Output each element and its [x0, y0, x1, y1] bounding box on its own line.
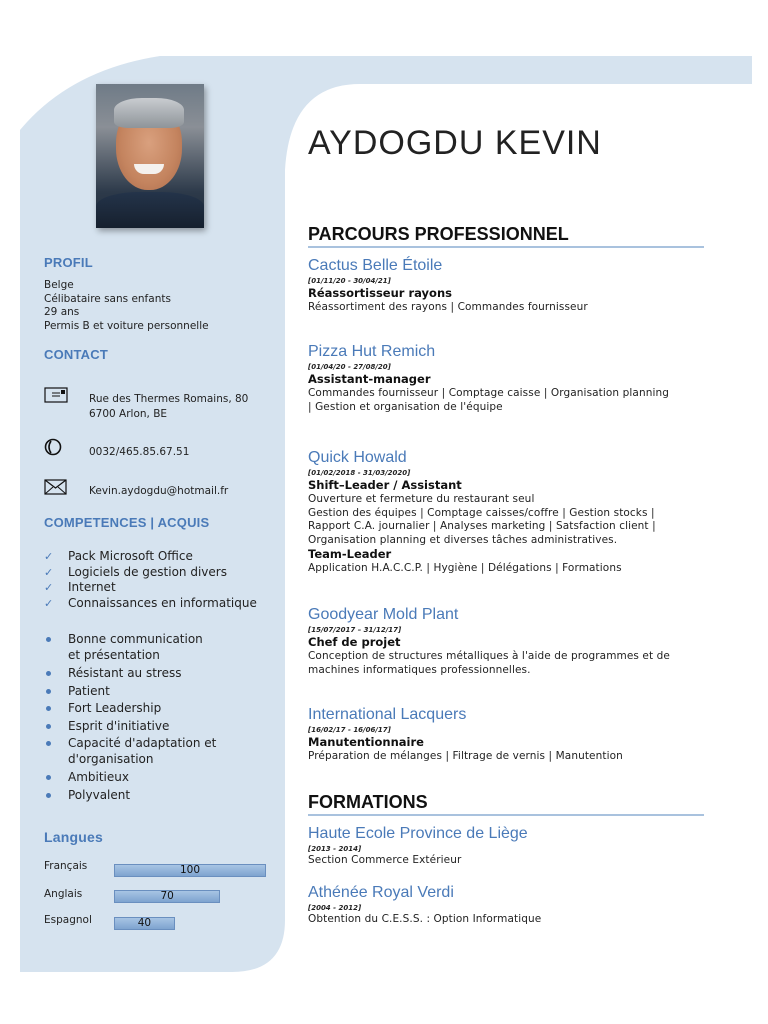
list-item	[44, 736, 216, 767]
list-item	[44, 596, 257, 612]
job-description: Application H.A.C.C.P. | Hygiène | Délégations | Formations	[308, 562, 622, 574]
job-description: Réassortiment des rayons | Commandes fournisseur	[308, 301, 588, 313]
bullet-icon	[46, 724, 51, 729]
job-description: Ouverture et fermeture du restaurant seul	[308, 493, 535, 505]
bullet-icon	[46, 671, 51, 676]
bullet-icon	[46, 689, 51, 694]
job-role: Réassortisseur rayons	[308, 286, 452, 300]
profile-line: Permis B et voiture personnelle	[44, 319, 209, 332]
list-item-label: Esprit d'initiative	[68, 718, 170, 733]
list-item	[44, 666, 216, 682]
list-item-label: Bonne communication	[68, 632, 203, 646]
profile-details	[44, 279, 209, 333]
job-entry	[308, 256, 708, 315]
address-card-icon	[44, 387, 68, 405]
list-item	[44, 684, 216, 700]
education-entry	[308, 883, 708, 927]
profile-line: 29 ans	[44, 306, 80, 318]
language-label: Espagnol	[44, 914, 92, 926]
list-item-label: et présentation	[68, 647, 160, 662]
job-dates: [01/02/2018 - 31/03/2020]	[308, 469, 411, 477]
language-level-bar: 100	[114, 864, 266, 877]
list-item	[44, 719, 216, 735]
job-company: Cactus Belle Étoile	[308, 257, 443, 274]
bullet-icon	[46, 637, 51, 642]
education-description: Obtention du C.E.S.S. : Option Informatique	[308, 913, 542, 925]
education-entry	[308, 824, 708, 868]
job-description: Gestion des équipes | Comptage caisses/coffre | Gestion stocks |	[308, 506, 655, 519]
skills-heading: COMPETENCES | ACQUIS	[44, 515, 210, 530]
list-item-label: Ambitieux	[68, 770, 129, 784]
skills-check-list	[44, 549, 257, 611]
job-description: Conception de structures métalliques à l'aide de programmes et de	[308, 650, 670, 662]
profile-photo	[96, 84, 204, 228]
contact-phone[interactable]: 0032/465.85.67.51	[89, 446, 190, 458]
job-role: Manutentionnaire	[308, 735, 424, 749]
experience-heading: PARCOURS PROFESSIONNEL	[308, 224, 569, 244]
education-dates: [2013 - 2014]	[308, 845, 362, 853]
list-item-label: Polyvalent	[68, 787, 131, 802]
job-company: International Lacquers	[308, 706, 467, 723]
list-item	[44, 770, 216, 786]
list-item-label: Fort Leadership	[68, 701, 162, 715]
job-description: machines informatiques professionnelles.	[308, 663, 531, 676]
address-line: 6700 Arlon, BE	[89, 408, 168, 420]
list-item	[44, 788, 216, 804]
list-item-label: Pack Microsoft Office	[68, 549, 193, 563]
check-icon: ✓	[44, 550, 54, 563]
language-label: Français	[44, 860, 88, 872]
list-item	[44, 565, 257, 581]
list-item	[44, 580, 257, 596]
profile-line: Célibataire sans enfants	[44, 292, 171, 305]
list-item-label: Capacité d'adaptation et	[68, 736, 217, 750]
job-role: Assistant-manager	[308, 372, 431, 386]
list-item	[44, 701, 216, 717]
list-item	[44, 632, 216, 663]
education-school: Athénée Royal Verdi	[308, 884, 454, 901]
list-item	[44, 549, 257, 565]
list-item-label: Résistant au stress	[68, 666, 182, 680]
language-level-bar: 40	[114, 917, 175, 930]
job-company: Goodyear Mold Plant	[308, 606, 459, 623]
job-dates: [15/07/2017 – 31/12/17]	[308, 626, 402, 634]
job-role: Team-Leader	[308, 547, 392, 561]
job-dates: [16/02/17 - 16/06/17]	[308, 726, 391, 734]
profile-heading: PROFIL	[44, 255, 93, 270]
bullet-icon	[46, 706, 51, 711]
check-icon: ✓	[44, 596, 54, 610]
job-description: Organisation planning et diverses tâches administratives.	[308, 533, 618, 546]
section-divider	[308, 814, 704, 816]
language-level-bar: 70	[114, 890, 220, 903]
language-label: Anglais	[44, 888, 83, 900]
contact-email[interactable]: Kevin.aydogdu@hotmail.fr	[89, 485, 229, 497]
education-heading: FORMATIONS	[308, 792, 428, 812]
job-entry	[308, 605, 708, 677]
bullet-icon	[46, 793, 51, 798]
job-description: | Gestion et organisation de l'équipe	[308, 400, 503, 413]
job-dates: [01/11/20 - 30/04/21]	[308, 277, 391, 285]
job-role: Chef de projet	[308, 635, 401, 649]
list-item-label: Logiciels de gestion divers	[68, 564, 227, 579]
languages-heading: Langues	[44, 829, 103, 845]
job-company: Pizza Hut Remich	[308, 343, 436, 360]
address-line: Rue des Thermes Romains, 80	[89, 393, 249, 405]
education-school: Haute Ecole Province de Liège	[308, 825, 528, 842]
list-item-label: Patient	[68, 683, 110, 698]
check-icon: ✓	[44, 565, 54, 579]
bullet-icon	[46, 775, 51, 780]
job-description: Préparation de mélanges | Filtrage de vernis | Manutention	[308, 750, 623, 762]
list-item-label: d'organisation	[68, 751, 154, 766]
envelope-icon	[44, 478, 68, 496]
job-description: Commandes fournisseur | Comptage caisse | Organisation planning	[308, 387, 669, 399]
profile-line: Belge	[44, 279, 74, 291]
job-company: Quick Howald	[308, 449, 407, 466]
education-dates: [2004 - 2012]	[308, 904, 362, 912]
job-role: Shift–Leader / Assistant	[308, 478, 462, 492]
list-item-label: Connaissances en informatique	[68, 595, 257, 610]
job-entry	[308, 448, 708, 576]
bullet-icon	[46, 741, 51, 746]
education-description: Section Commerce Extérieur	[308, 854, 462, 866]
section-divider	[308, 246, 704, 248]
list-item-label: Internet	[68, 580, 116, 594]
phone-icon	[44, 438, 68, 456]
job-entry	[308, 705, 708, 764]
job-dates: [01/04/20 - 27/08/20]	[308, 363, 391, 371]
skills-bullet-list	[44, 632, 216, 803]
check-icon: ✓	[44, 581, 54, 594]
job-description: Rapport C.A. journalier | Analyses marketing | Satsfaction client |	[308, 520, 656, 532]
contact-address	[89, 392, 248, 422]
contact-heading: CONTACT	[44, 347, 108, 362]
job-entry	[308, 342, 708, 414]
candidate-name: AYDOGDU KEVIN	[308, 124, 602, 162]
